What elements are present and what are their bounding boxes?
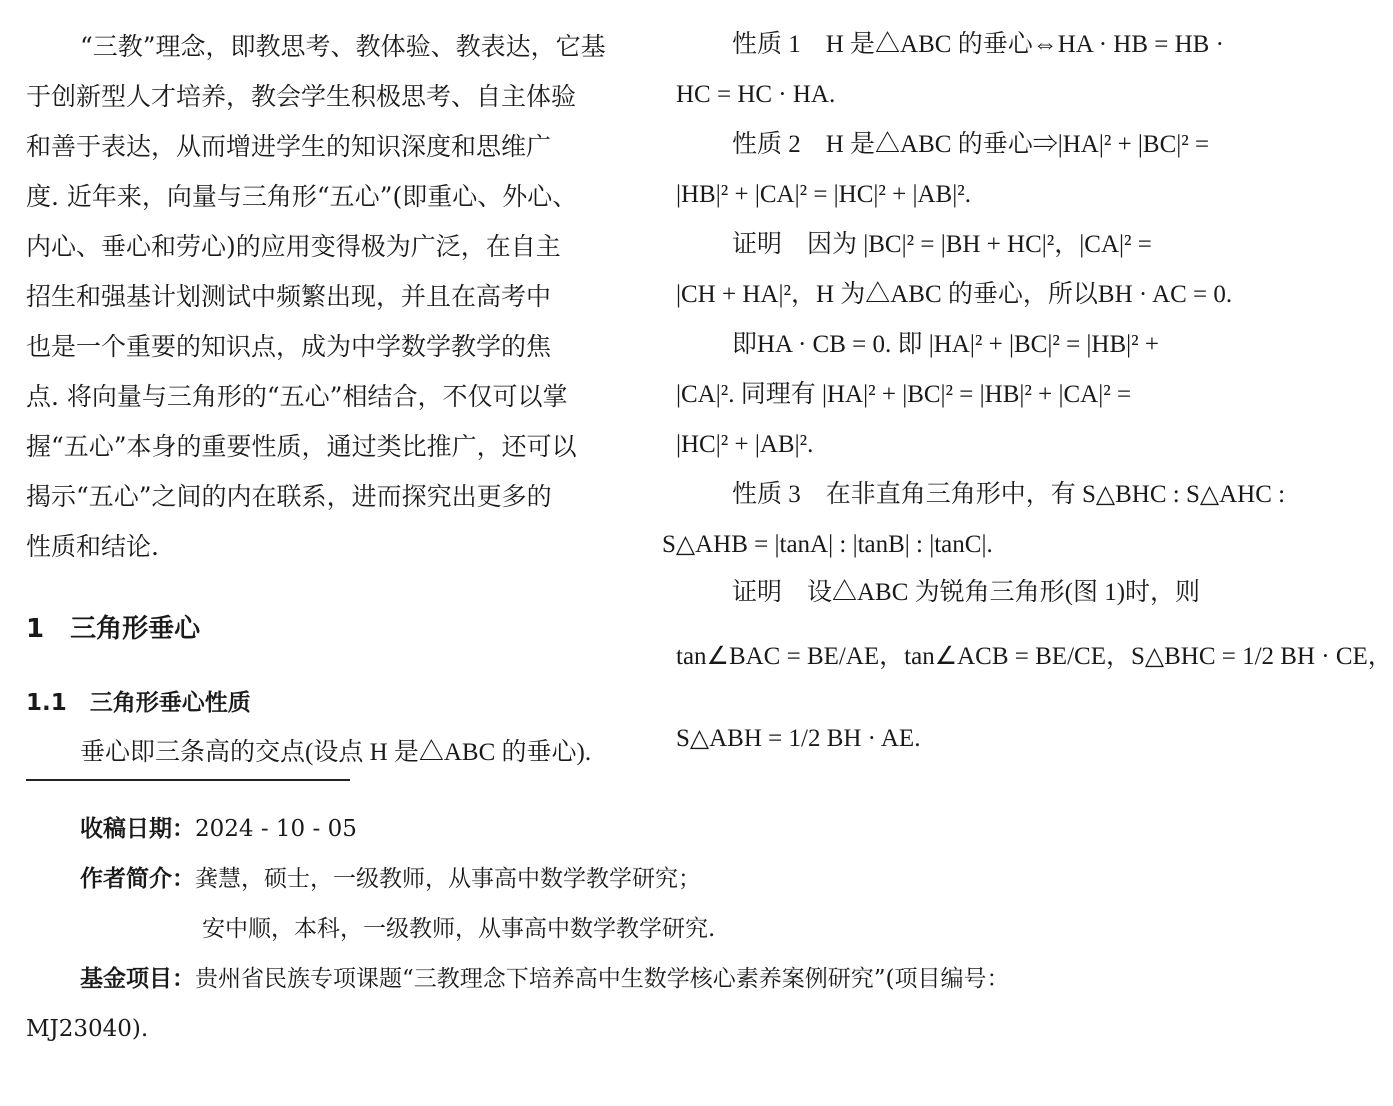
- author-bio: [80, 856, 701, 902]
- proof-3-formula: S△ABH = 1/2 BH · AE.: [676, 725, 921, 752]
- received-date-label: 收稿日期：: [80, 816, 195, 842]
- fund-project-label: 基金项目：: [80, 966, 195, 992]
- intro-line: 于创新型人才培养，教会学生积极思考、自主体验: [26, 82, 577, 111]
- author-bio-label: 作者简介：: [80, 866, 195, 892]
- subsection-heading: 1.1 三角形垂心性质: [26, 690, 251, 716]
- author-bio-line: 龚慧，硕士，一级教师，从事高中数学教学研究；: [195, 866, 701, 892]
- property-3-line: S△AHB = |tanA| : |tanB| : |tanC|.: [662, 531, 993, 558]
- proof-3-formula: tan∠BAC = BE/AE，tan∠ACB = BE/CE，S△BHC = 1/2 BH · CE，: [676, 643, 1393, 670]
- footnote-rule: [26, 779, 350, 781]
- proof-line: |CH + HA|²，H 为△ABC 的垂心，所以BH · AC = 0.: [676, 281, 1233, 308]
- author-bio-line: 安中顺，本科，一级教师，从事高中数学教学研究.: [202, 916, 716, 942]
- received-date: [80, 806, 357, 852]
- property-1-line: 性质 1 H 是△ABC 的垂心⇔HA · HB = HB ·: [732, 31, 1224, 58]
- fund-project-line: 贵州省民族专项课题“三教理念下培养高中生数学核心素养案例研究”(项目编号：: [195, 966, 1010, 992]
- intro-line: 性质和结论.: [26, 532, 159, 561]
- intro-line: 点. 将向量与三角形的“五心”相结合，不仅可以掌: [26, 382, 568, 411]
- intro-line: 揭示“五心”之间的内在联系，进而探究出更多的: [26, 482, 552, 511]
- property-2-line: |HB|² + |CA|² = |HC|² + |AB|².: [676, 181, 971, 208]
- intro-line: 招生和强基计划测试中频繁出现，并且在高考中: [26, 282, 552, 311]
- intro-line: 握“五心”本身的重要性质，通过类比推广，还可以: [26, 432, 577, 461]
- proof-3-line: 证明 设△ABC 为锐角三角形(图 1)时，则: [732, 579, 1201, 606]
- property-1-line: HC = HC · HA.: [676, 81, 836, 108]
- fund-project: [80, 956, 1010, 1002]
- proof-line: |CA|². 同理有 |HA|² + |BC|² = |HB|² + |CA|² =: [676, 381, 1132, 408]
- intro-line: 和善于表达，从而增进学生的知识深度和思维广: [26, 132, 552, 161]
- received-date-value: 2024 - 10 - 05: [195, 816, 357, 842]
- intro-line: 内心、垂心和劳心)的应用变得极为广泛，在自主: [26, 232, 561, 261]
- intro-line: 度. 近年来，向量与三角形“五心”(即重心、外心、: [26, 182, 578, 211]
- intro-line: “三教”理念，即教思考、教体验、教表达，它基: [80, 32, 606, 61]
- property-2-line: 性质 2 H 是△ABC 的垂心⇒|HA|² + |BC|² =: [732, 131, 1210, 158]
- section-heading: 1 三角形垂心: [26, 614, 201, 644]
- proof-line: 证明 因为 |BC|² = |BH + HC|²，|CA|² =: [732, 231, 1152, 258]
- proof-line: 即HA · CB = 0. 即 |HA|² + |BC|² = |HB|² +: [732, 331, 1160, 358]
- fund-project-line: MJ23040).: [26, 1016, 149, 1042]
- property-3-line: 性质 3 在非直角三角形中，有 S△BHC : S△AHC :: [732, 481, 1286, 508]
- intro-line: 也是一个重要的知识点，成为中学数学教学的焦: [26, 332, 552, 361]
- proof-line: |HC|² + |AB|².: [676, 431, 814, 458]
- orthocenter-definition: 垂心即三条高的交点(设点 H 是△ABC 的垂心).: [80, 739, 592, 766]
